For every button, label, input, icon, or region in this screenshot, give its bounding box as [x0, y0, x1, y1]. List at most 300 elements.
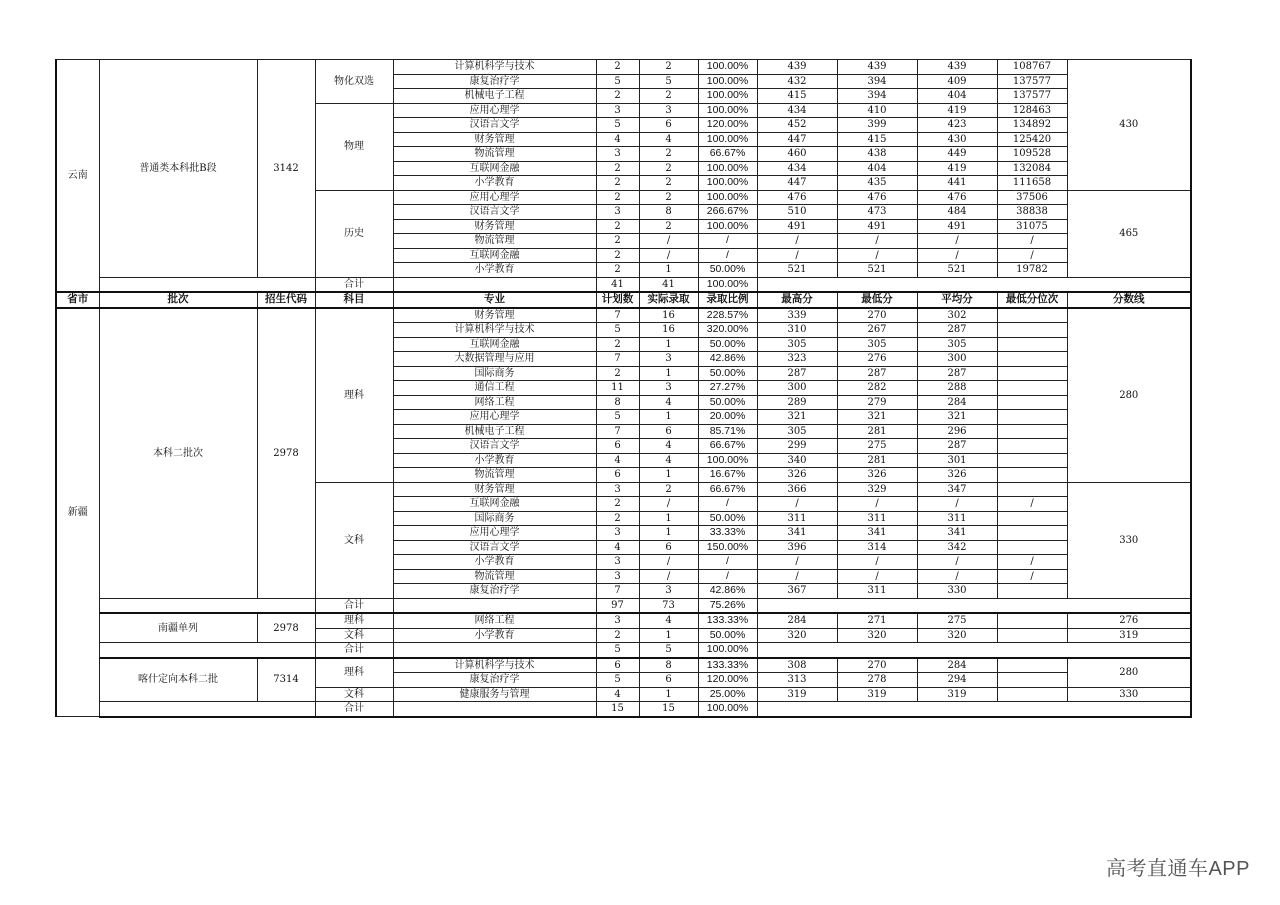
total-label: 合计 [315, 277, 393, 292]
plan-cell: 2 [596, 497, 639, 512]
min-cell: 341 [837, 526, 917, 541]
ratio-cell: 150.00% [698, 540, 757, 555]
min-cell: 394 [837, 74, 917, 89]
major-cell: 计算机科学与技术 [393, 323, 596, 338]
empty-cell [757, 702, 1191, 717]
major-cell: 小学教育 [393, 453, 596, 468]
major-cell: 网络工程 [393, 613, 596, 628]
ratio-cell: 100.00% [698, 176, 757, 191]
ratio-cell: 50.00% [698, 263, 757, 278]
header-min: 最低分 [837, 292, 917, 308]
header-avg: 平均分 [917, 292, 997, 308]
avg-cell: 294 [917, 673, 997, 688]
plan-cell: 4 [596, 540, 639, 555]
max-cell: / [757, 234, 837, 249]
cutoff-cell: 280 [1067, 658, 1191, 688]
ratio-cell: 85.71% [698, 424, 757, 439]
ratio-cell: 100.00% [698, 161, 757, 176]
rank-cell: 125420 [997, 132, 1067, 147]
header-plan: 计划数 [596, 292, 639, 308]
actual-cell: / [639, 555, 698, 570]
plan-cell: 2 [596, 248, 639, 263]
plan-cell: 6 [596, 658, 639, 673]
plan-cell: 2 [596, 161, 639, 176]
max-cell: 308 [757, 658, 837, 673]
subject-cell: 物理 [315, 103, 393, 190]
rank-cell [997, 439, 1067, 454]
major-cell: 应用心理学 [393, 410, 596, 425]
table-row [56, 613, 1191, 628]
plan-cell: 5 [596, 74, 639, 89]
cutoff-cell: 319 [1067, 628, 1191, 643]
min-cell: 279 [837, 395, 917, 410]
plan-cell: 6 [596, 439, 639, 454]
min-cell: 314 [837, 540, 917, 555]
max-cell: 434 [757, 161, 837, 176]
actual-cell: 8 [639, 205, 698, 220]
ratio-cell: 100.00% [698, 60, 757, 75]
major-cell: 财务管理 [393, 219, 596, 234]
min-cell: / [837, 555, 917, 570]
table-body [56, 60, 1191, 717]
actual-cell: / [639, 569, 698, 584]
ratio-cell: 33.33% [698, 526, 757, 541]
avg-cell: 341 [917, 526, 997, 541]
min-cell: 281 [837, 453, 917, 468]
avg-cell: 301 [917, 453, 997, 468]
max-cell: 510 [757, 205, 837, 220]
rank-cell [997, 453, 1067, 468]
ratio-cell: 42.86% [698, 584, 757, 599]
min-cell: 271 [837, 613, 917, 628]
min-cell: / [837, 248, 917, 263]
major-cell: 大数据管理与应用 [393, 352, 596, 367]
actual-cell: 16 [639, 308, 698, 323]
ratio-cell: 133.33% [698, 658, 757, 673]
min-cell: 311 [837, 511, 917, 526]
plan-cell: 2 [596, 337, 639, 352]
min-cell: 278 [837, 673, 917, 688]
actual-cell: / [639, 497, 698, 512]
total-actual: 41 [639, 277, 698, 292]
actual-cell: 2 [639, 176, 698, 191]
plan-cell: 7 [596, 352, 639, 367]
empty-cell [757, 277, 1191, 292]
ratio-cell: 100.00% [698, 103, 757, 118]
actual-cell: 2 [639, 482, 698, 497]
major-cell: 机械电子工程 [393, 89, 596, 104]
subject-cell: 文科 [315, 628, 393, 643]
major-cell: 物流管理 [393, 569, 596, 584]
actual-cell: 5 [639, 74, 698, 89]
major-cell: 互联网金融 [393, 161, 596, 176]
major-cell: 财务管理 [393, 308, 596, 323]
table-row [56, 277, 1191, 292]
actual-cell: 1 [639, 366, 698, 381]
table-row [56, 702, 1191, 717]
rank-cell: 108767 [997, 60, 1067, 75]
total-label: 合计 [315, 643, 393, 658]
rank-cell [997, 482, 1067, 497]
actual-cell: 4 [639, 439, 698, 454]
min-cell: 276 [837, 352, 917, 367]
avg-cell: / [917, 234, 997, 249]
rank-cell: / [997, 248, 1067, 263]
total-actual: 73 [639, 598, 698, 613]
code-cell: 7314 [257, 658, 315, 702]
table-row [56, 308, 1191, 323]
ratio-cell: 100.00% [698, 190, 757, 205]
ratio-cell: 50.00% [698, 511, 757, 526]
plan-cell: 2 [596, 511, 639, 526]
plan-cell: 3 [596, 555, 639, 570]
min-cell: 415 [837, 132, 917, 147]
empty-cell [393, 643, 596, 658]
subject-cell: 理科 [315, 658, 393, 688]
plan-cell: 8 [596, 395, 639, 410]
ratio-cell: 100.00% [698, 132, 757, 147]
major-cell: 汉语言文学 [393, 439, 596, 454]
total-actual: 5 [639, 643, 698, 658]
avg-cell: 330 [917, 584, 997, 599]
avg-cell: 287 [917, 323, 997, 338]
total-label: 合计 [315, 702, 393, 717]
avg-cell: 430 [917, 132, 997, 147]
actual-cell: 1 [639, 687, 698, 702]
ratio-cell: 100.00% [698, 219, 757, 234]
avg-cell: / [917, 497, 997, 512]
major-cell: 汉语言文学 [393, 118, 596, 133]
major-cell: 汉语言文学 [393, 540, 596, 555]
rank-cell [997, 381, 1067, 396]
batch-cell: 喀什定向本科二批 [99, 658, 257, 702]
max-cell: 323 [757, 352, 837, 367]
rank-cell [997, 584, 1067, 599]
max-cell: 300 [757, 381, 837, 396]
plan-cell: 2 [596, 234, 639, 249]
empty-cell [393, 702, 596, 717]
min-cell: / [837, 234, 917, 249]
max-cell: 460 [757, 147, 837, 162]
actual-cell: 2 [639, 190, 698, 205]
plan-cell: 3 [596, 103, 639, 118]
rank-cell [997, 673, 1067, 688]
header-batch: 批次 [99, 292, 257, 308]
max-cell: 396 [757, 540, 837, 555]
major-cell: 财务管理 [393, 482, 596, 497]
ratio-cell: 50.00% [698, 395, 757, 410]
cutoff-cell: 330 [1067, 687, 1191, 702]
ratio-cell: 25.00% [698, 687, 757, 702]
ratio-cell: 20.00% [698, 410, 757, 425]
plan-cell: 3 [596, 569, 639, 584]
min-cell: 275 [837, 439, 917, 454]
avg-cell: 419 [917, 161, 997, 176]
rank-cell: 128463 [997, 103, 1067, 118]
rank-cell: 137577 [997, 89, 1067, 104]
major-cell: 机械电子工程 [393, 424, 596, 439]
ratio-cell: 100.00% [698, 74, 757, 89]
rank-cell [997, 526, 1067, 541]
min-cell: / [837, 569, 917, 584]
min-cell: 410 [837, 103, 917, 118]
ratio-cell: 100.00% [698, 453, 757, 468]
rank-cell: 37506 [997, 190, 1067, 205]
ratio-cell: / [698, 497, 757, 512]
avg-cell: / [917, 248, 997, 263]
ratio-cell: 320.00% [698, 323, 757, 338]
min-cell: 270 [837, 308, 917, 323]
total-plan: 97 [596, 598, 639, 613]
plan-cell: 4 [596, 132, 639, 147]
subject-cell: 历史 [315, 190, 393, 277]
avg-cell: 305 [917, 337, 997, 352]
empty-cell [393, 277, 596, 292]
actual-cell: 3 [639, 352, 698, 367]
min-cell: 326 [837, 468, 917, 483]
avg-cell: 491 [917, 219, 997, 234]
actual-cell: / [639, 248, 698, 263]
ratio-cell: 120.00% [698, 673, 757, 688]
actual-cell: 8 [639, 658, 698, 673]
rank-cell: 19782 [997, 263, 1067, 278]
min-cell: 305 [837, 337, 917, 352]
max-cell: 439 [757, 60, 837, 75]
plan-cell: 5 [596, 118, 639, 133]
major-cell: 应用心理学 [393, 190, 596, 205]
actual-cell: 4 [639, 453, 698, 468]
major-cell: 计算机科学与技术 [393, 60, 596, 75]
actual-cell: 1 [639, 410, 698, 425]
rank-cell [997, 424, 1067, 439]
major-cell: 互联网金融 [393, 337, 596, 352]
ratio-cell: / [698, 569, 757, 584]
major-cell: 国际商务 [393, 366, 596, 381]
avg-cell: 347 [917, 482, 997, 497]
min-cell: 329 [837, 482, 917, 497]
plan-cell: 2 [596, 176, 639, 191]
ratio-cell: 16.67% [698, 468, 757, 483]
major-cell: 小学教育 [393, 555, 596, 570]
min-cell: 399 [837, 118, 917, 133]
min-cell: 281 [837, 424, 917, 439]
avg-cell: / [917, 555, 997, 570]
major-cell: 物流管理 [393, 147, 596, 162]
plan-cell: 2 [596, 366, 639, 381]
ratio-cell: 27.27% [698, 381, 757, 396]
rank-cell: 31075 [997, 219, 1067, 234]
actual-cell: 1 [639, 511, 698, 526]
plan-cell: 3 [596, 613, 639, 628]
cutoff-cell: 280 [1067, 308, 1191, 483]
batch-cell: 南疆单列 [99, 613, 257, 643]
max-cell: / [757, 569, 837, 584]
max-cell: 339 [757, 308, 837, 323]
header-code: 招生代码 [257, 292, 315, 308]
max-cell: / [757, 248, 837, 263]
min-cell: 394 [837, 89, 917, 104]
min-cell: 320 [837, 628, 917, 643]
rank-cell: / [997, 234, 1067, 249]
max-cell: 311 [757, 511, 837, 526]
ratio-cell: 266.67% [698, 205, 757, 220]
table-row [56, 292, 1191, 308]
rank-cell [997, 511, 1067, 526]
plan-cell: 2 [596, 190, 639, 205]
actual-cell: 2 [639, 89, 698, 104]
major-cell: 康复治疗学 [393, 584, 596, 599]
max-cell: 305 [757, 337, 837, 352]
max-cell: 476 [757, 190, 837, 205]
subject-cell: 文科 [315, 687, 393, 702]
avg-cell: 449 [917, 147, 997, 162]
min-cell: 476 [837, 190, 917, 205]
actual-cell: 2 [639, 161, 698, 176]
major-cell: 互联网金融 [393, 248, 596, 263]
ratio-cell: 66.67% [698, 482, 757, 497]
max-cell: 305 [757, 424, 837, 439]
max-cell: 313 [757, 673, 837, 688]
rank-cell: 38838 [997, 205, 1067, 220]
rank-cell: 109528 [997, 147, 1067, 162]
max-cell: 340 [757, 453, 837, 468]
avg-cell: 311 [917, 511, 997, 526]
actual-cell: / [639, 234, 698, 249]
empty-cell [99, 643, 315, 658]
rank-cell [997, 337, 1067, 352]
major-cell: 小学教育 [393, 628, 596, 643]
ratio-cell: 228.57% [698, 308, 757, 323]
rank-cell: / [997, 497, 1067, 512]
batch-cell: 本科二批次 [99, 308, 257, 599]
max-cell: 287 [757, 366, 837, 381]
rank-cell [997, 366, 1067, 381]
major-cell: 康复治疗学 [393, 74, 596, 89]
rank-cell [997, 395, 1067, 410]
ratio-cell: 42.86% [698, 352, 757, 367]
rank-cell: / [997, 555, 1067, 570]
watermark-text: 高考直通车APP [1105, 858, 1250, 880]
plan-cell: 5 [596, 323, 639, 338]
table-row [56, 598, 1191, 613]
plan-cell: 2 [596, 219, 639, 234]
avg-cell: 419 [917, 103, 997, 118]
subject-cell: 物化双选 [315, 60, 393, 104]
ratio-cell: / [698, 555, 757, 570]
header-actual: 实际录取 [639, 292, 698, 308]
actual-cell: 16 [639, 323, 698, 338]
empty-cell [757, 598, 1191, 613]
max-cell: 320 [757, 628, 837, 643]
admission-table [55, 59, 1192, 718]
min-cell: 282 [837, 381, 917, 396]
actual-cell: 3 [639, 103, 698, 118]
table-row [56, 643, 1191, 658]
max-cell: / [757, 497, 837, 512]
actual-cell: 3 [639, 381, 698, 396]
ratio-cell: 50.00% [698, 337, 757, 352]
avg-cell: 284 [917, 658, 997, 673]
max-cell: 491 [757, 219, 837, 234]
actual-cell: 2 [639, 60, 698, 75]
total-ratio: 100.00% [698, 277, 757, 292]
ratio-cell: / [698, 234, 757, 249]
subject-cell: 理科 [315, 308, 393, 483]
rank-cell [997, 687, 1067, 702]
min-cell: 521 [837, 263, 917, 278]
actual-cell: 4 [639, 613, 698, 628]
avg-cell: 441 [917, 176, 997, 191]
min-cell: 267 [837, 323, 917, 338]
code-cell: 2978 [257, 308, 315, 599]
rank-cell [997, 613, 1067, 628]
max-cell: 289 [757, 395, 837, 410]
major-cell: 计算机科学与技术 [393, 658, 596, 673]
batch-cell: 普通类本科批B段 [99, 60, 257, 278]
avg-cell: 404 [917, 89, 997, 104]
cutoff-cell: 430 [1067, 60, 1191, 191]
province-cell: 新疆 [56, 308, 99, 717]
actual-cell: 1 [639, 337, 698, 352]
empty-cell [757, 643, 1191, 658]
actual-cell: 1 [639, 468, 698, 483]
rank-cell: 134892 [997, 118, 1067, 133]
rank-cell: / [997, 569, 1067, 584]
header-subject: 科目 [315, 292, 393, 308]
major-cell: 物流管理 [393, 468, 596, 483]
actual-cell: 4 [639, 395, 698, 410]
ratio-cell: 50.00% [698, 366, 757, 381]
major-cell: 互联网金融 [393, 497, 596, 512]
max-cell: 521 [757, 263, 837, 278]
actual-cell: 6 [639, 424, 698, 439]
max-cell: 447 [757, 176, 837, 191]
rank-cell: 132084 [997, 161, 1067, 176]
rank-cell: 111658 [997, 176, 1067, 191]
empty-cell [393, 598, 596, 613]
min-cell: 491 [837, 219, 917, 234]
min-cell: 438 [837, 147, 917, 162]
actual-cell: 6 [639, 118, 698, 133]
major-cell: 国际商务 [393, 511, 596, 526]
avg-cell: 275 [917, 613, 997, 628]
actual-cell: 4 [639, 132, 698, 147]
header-cutoff: 分数线 [1067, 292, 1191, 308]
header-min-rank: 最低分位次 [997, 292, 1067, 308]
actual-cell: 3 [639, 584, 698, 599]
header-province: 省市 [56, 292, 99, 308]
header-ratio: 录取比例 [698, 292, 757, 308]
plan-cell: 3 [596, 526, 639, 541]
max-cell: 321 [757, 410, 837, 425]
rank-cell [997, 352, 1067, 367]
header-max: 最高分 [757, 292, 837, 308]
avg-cell: 521 [917, 263, 997, 278]
major-cell: 汉语言文学 [393, 205, 596, 220]
ratio-cell: 100.00% [698, 89, 757, 104]
major-cell: 应用心理学 [393, 103, 596, 118]
plan-cell: 7 [596, 424, 639, 439]
avg-cell: 300 [917, 352, 997, 367]
ratio-cell: 120.00% [698, 118, 757, 133]
plan-cell: 5 [596, 410, 639, 425]
min-cell: 404 [837, 161, 917, 176]
ratio-cell: 66.67% [698, 147, 757, 162]
avg-cell: 439 [917, 60, 997, 75]
max-cell: 447 [757, 132, 837, 147]
avg-cell: 476 [917, 190, 997, 205]
rank-cell [997, 410, 1067, 425]
